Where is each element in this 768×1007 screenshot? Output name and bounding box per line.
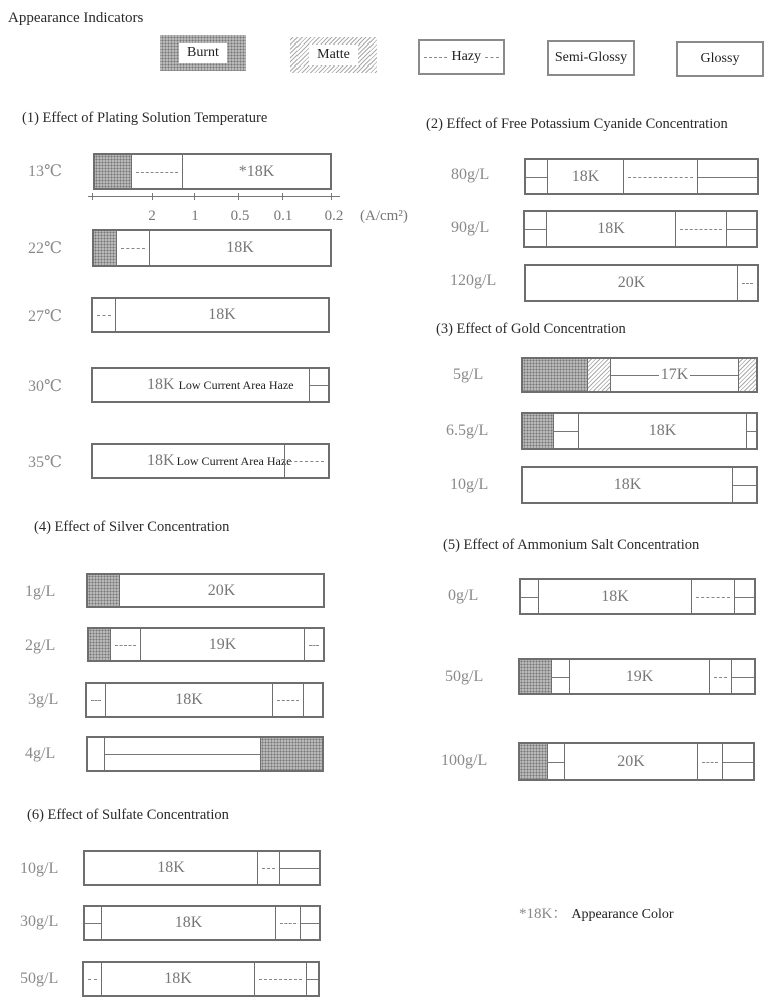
color-grade: 20K (617, 752, 645, 770)
segment-hazy (110, 629, 140, 660)
row-label: 35℃ (28, 454, 62, 471)
color-grade: 18K (648, 422, 677, 439)
bar-1gl (86, 573, 325, 608)
segment-semi-glossy (722, 744, 753, 779)
footnote-text: Appearance Color (571, 907, 674, 922)
color-grade: 18K (164, 970, 192, 987)
segment-semi-glossy (306, 963, 318, 995)
segment-burnt (94, 231, 116, 265)
row-label: 27℃ (28, 308, 62, 325)
row-label: 10g/L (20, 860, 59, 877)
segment-glossy (546, 212, 675, 246)
segment-semi-glossy (526, 160, 547, 193)
axis-line (88, 196, 340, 197)
segment-burnt (520, 744, 547, 779)
segment-burnt (520, 660, 551, 693)
row-label: 1g/L (25, 583, 56, 600)
segment-semi-glossy (300, 907, 319, 939)
color-grade: 18K (571, 167, 600, 185)
row-label: 22℃ (28, 240, 62, 257)
color-grade: 18K (174, 914, 203, 931)
segment-glossy (149, 231, 330, 265)
segment-glossy (93, 369, 309, 401)
segment-glossy (303, 684, 322, 716)
color-grade: 18K (147, 376, 175, 393)
page-title: Appearance Indicators (8, 10, 144, 26)
bar-4gl (86, 736, 324, 772)
segment-glossy (526, 266, 737, 300)
legend-hazy (418, 39, 505, 75)
segment-hazy (284, 445, 328, 477)
row-label: 80g/L (451, 166, 490, 183)
segment-hazy (257, 852, 279, 884)
axis-tick-label: 0.2 (324, 208, 344, 224)
legend-glossy-label: Glossy (700, 51, 740, 66)
color-grade: 18K (597, 220, 625, 237)
segment-glossy (564, 744, 697, 779)
axis-unit: (A/cm²) (360, 208, 408, 224)
color-grade: 18K (226, 239, 254, 256)
segment-semi-glossy (610, 359, 738, 391)
segment-glossy (523, 468, 732, 502)
segment-matte (738, 359, 756, 391)
segment-burnt (88, 575, 119, 606)
segment-glossy (547, 160, 623, 193)
segment-hazy (131, 155, 182, 188)
segment-semi-glossy (734, 580, 754, 613)
segment-burnt (89, 629, 110, 660)
section-6-title: (6) Effect of Sulfate Concentration (27, 807, 229, 823)
segment-semi-glossy (104, 738, 260, 770)
section-2-title: (2) Effect of Free Potassium Cyanide Concentration (426, 116, 728, 132)
color-grade: 18K (613, 476, 642, 493)
segment-glossy (93, 445, 292, 477)
axis-tick-label: 0.1 (273, 208, 293, 224)
segment-hazy (93, 299, 115, 331)
color-grade-group (147, 452, 292, 470)
segment-hazy (709, 660, 731, 693)
segment-hazy (254, 963, 306, 995)
row-label: 13℃ (28, 163, 62, 180)
legend-burnt (160, 35, 246, 71)
segment-glossy (115, 299, 328, 331)
segment-semi-glossy (547, 744, 564, 779)
legend-semi-label: Semi-Glossy (554, 50, 628, 65)
color-grade: 19K (625, 667, 654, 685)
axis-tick (238, 193, 239, 200)
segment-hazy (691, 580, 734, 613)
section-5-title: (5) Effect of Ammonium Salt Concentration (443, 537, 700, 553)
color-grade: 20K (207, 581, 236, 599)
hazy-line-right (485, 57, 499, 58)
bar-50gl (518, 658, 756, 695)
haze-note: Low Current Area Haze (178, 378, 294, 392)
segment-semi-glossy (726, 212, 756, 246)
segment-hazy (272, 684, 303, 716)
segment-hazy (675, 212, 726, 246)
segment-semi-glossy (697, 160, 757, 193)
segment-glossy (88, 738, 104, 770)
bar-13c (93, 153, 332, 190)
segment-hazy (275, 907, 300, 939)
segment-glossy (119, 575, 323, 606)
segment-glossy (538, 580, 691, 613)
segment-glossy (101, 907, 275, 939)
row-label: 0g/L (448, 587, 479, 604)
segment-glossy (140, 629, 304, 660)
bar-6-5gl (521, 412, 758, 450)
row-label: 100g/L (441, 752, 488, 769)
bar-3gl (85, 682, 324, 718)
legend-semi-glossy (547, 40, 635, 76)
row-label: 3g/L (28, 691, 59, 708)
bar-27c (91, 297, 330, 333)
color-grade: 19K (208, 635, 237, 653)
segment-hazy (87, 684, 105, 716)
legend-matte (290, 37, 377, 73)
bar-10gl-sulfate (83, 850, 321, 886)
segment-semi-glossy (553, 414, 578, 448)
segment-semi-glossy (521, 580, 538, 613)
segment-glossy (578, 414, 746, 448)
axis-tick (92, 193, 93, 200)
axis-tick (194, 193, 195, 200)
bar-35c (91, 443, 330, 479)
bar-22c (92, 229, 332, 267)
row-label: 30g/L (20, 913, 59, 930)
row-label: 120g/L (450, 272, 497, 289)
axis-tick (331, 193, 332, 200)
segment-semi-glossy (309, 369, 328, 401)
segment-semi-glossy (746, 414, 756, 448)
bar-0gl (519, 578, 756, 615)
segment-burnt (523, 414, 553, 448)
segment-glossy (105, 684, 272, 716)
hazy-line-left (424, 57, 447, 58)
segment-glossy (569, 660, 709, 693)
color-grade (611, 366, 738, 384)
segment-glossy (182, 155, 330, 188)
segment-burnt (95, 155, 131, 188)
color-grade: *18K (238, 162, 275, 180)
segment-semi-glossy (279, 852, 319, 884)
segment-hazy (697, 744, 722, 779)
bar-2gl (87, 627, 325, 662)
legend-burnt-label: Burnt (179, 43, 227, 63)
segment-hazy (623, 160, 697, 193)
footnote-marker: *18K： (519, 906, 568, 922)
segment-semi-glossy (732, 468, 756, 502)
bar-100gl (518, 742, 755, 781)
axis-tick-label: 2 (148, 208, 156, 224)
bar-90gl (523, 210, 758, 248)
color-grade: 18K (147, 452, 175, 469)
row-label: 30℃ (28, 378, 62, 395)
row-label: 50g/L (445, 668, 484, 685)
color-grade: 18K (175, 691, 203, 708)
axis-tick-label: 0.5 (230, 208, 250, 224)
row-label: 50g/L (20, 970, 59, 987)
color-grade-text: 17K (660, 366, 689, 383)
color-grade: 18K (157, 859, 185, 876)
bar-30c (91, 367, 330, 403)
axis-tick (152, 193, 153, 200)
row-label: 10g/L (450, 476, 489, 493)
haze-note: Low Current Area Haze (176, 454, 292, 468)
segment-glossy (101, 963, 254, 995)
section-3-title: (3) Effect of Gold Concentration (436, 321, 626, 337)
segment-semi-glossy (731, 660, 754, 693)
footnote (519, 902, 674, 923)
segment-semi-glossy (525, 212, 546, 246)
segment-burnt (523, 359, 587, 391)
legend-hazy-label: Hazy (451, 49, 481, 64)
color-grade: 18K (208, 306, 236, 323)
segment-matte (587, 359, 610, 391)
segment-semi-glossy (551, 660, 569, 693)
axis-tick-label: 1 (191, 208, 199, 224)
row-label: 2g/L (25, 637, 56, 654)
bar-5gl (521, 357, 758, 393)
segment-hazy (304, 629, 323, 660)
axis-tick (282, 193, 283, 200)
section-4-title: (4) Effect of Silver Concentration (34, 519, 230, 535)
segment-hazy (737, 266, 757, 300)
segment-glossy (85, 852, 257, 884)
legend-matte-label: Matte (309, 45, 358, 65)
row-label: 5g/L (453, 366, 484, 383)
row-label: 4g/L (25, 745, 56, 762)
bar-80gl (524, 158, 759, 195)
row-label: 6.5g/L (446, 422, 489, 439)
segment-hazy (116, 231, 149, 265)
legend-glossy (676, 41, 764, 77)
color-grade-group (147, 376, 309, 394)
color-grade: 20K (617, 274, 646, 291)
segment-burnt (260, 738, 322, 770)
bar-120gl (524, 264, 759, 302)
segment-semi-glossy (85, 907, 101, 939)
bar-30gl-sulfate (83, 905, 321, 941)
segment-hazy (84, 963, 101, 995)
section-1-title: (1) Effect of Plating Solution Temperature (22, 110, 268, 126)
color-grade: 18K (601, 587, 629, 605)
bar-10gl (521, 466, 758, 504)
bar-50gl-sulfate (82, 961, 320, 997)
row-label: 90g/L (451, 219, 490, 236)
